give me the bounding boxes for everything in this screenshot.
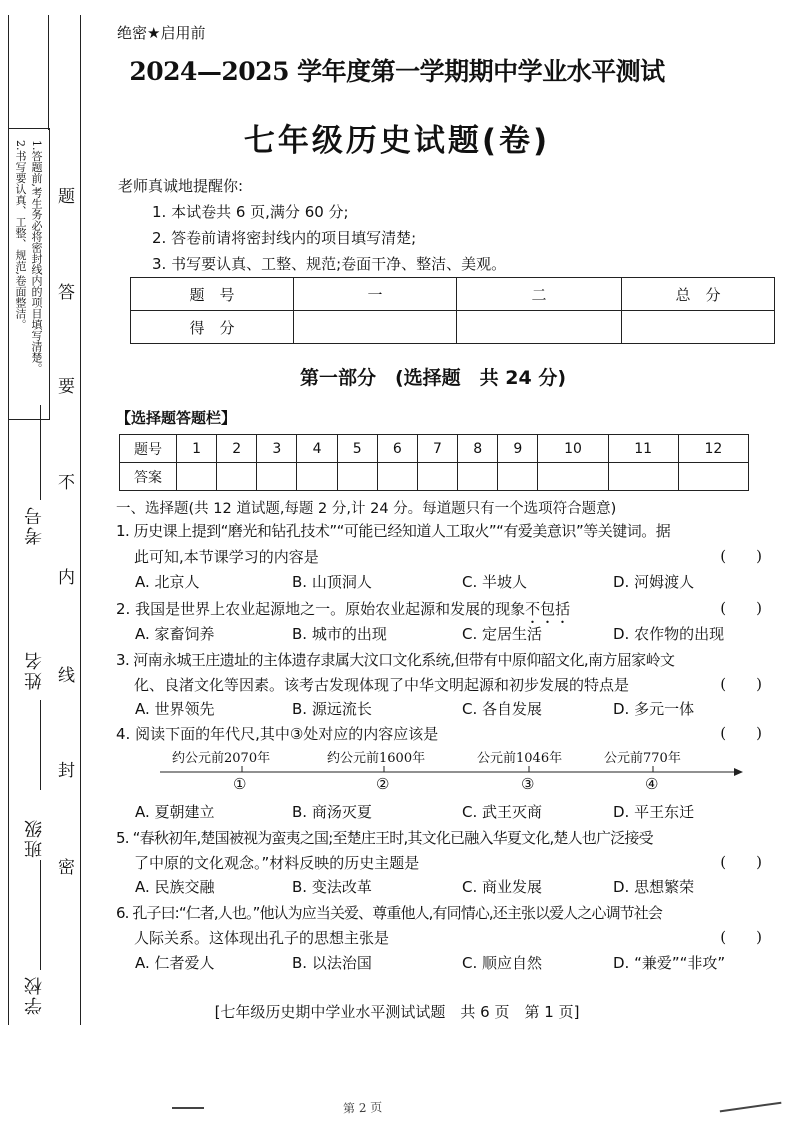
answer-number-11: 11 — [608, 435, 678, 463]
question-5-line2: 了中原的文化观念。”材料反映的历史主题是 — [134, 854, 420, 872]
field-exam-number: 考号 — [24, 505, 45, 545]
question-3-option-a: A. 世界领先 — [135, 700, 215, 718]
question-4-option-d: D. 平王东迁 — [613, 803, 695, 821]
bottom-bleed-page-number: 第 2 页 — [342, 1100, 383, 1116]
field-school: 学校 — [24, 975, 45, 1015]
timeline-label-1: 约公元前2070年 — [172, 751, 271, 766]
answer-cell-4[interactable] — [297, 463, 337, 491]
question-2-option-d: D. 农作物的出现 — [613, 625, 725, 643]
question-1-option-d: D. 河姆渡人 — [613, 573, 695, 591]
answer-cell-8[interactable] — [458, 463, 498, 491]
question-3-line2: 化、良渚文化等因素。该考古发现体现了中华文明起源和初步发展的特点是 — [134, 676, 630, 694]
question-6-line2: 人际关系。这体现出孔子的思想主张是 — [134, 929, 390, 947]
question-6-line1: 6. 孔子曰:“仁者,人也。”他认为应当关爱、尊重他人,有同情心,还主张以爱人之心调节社会 — [116, 904, 662, 922]
reminder-item-2: 2. 答卷前请将密封线内的项目填写清楚; — [152, 229, 417, 247]
seal-char-1: 题 — [58, 187, 75, 207]
answer-number-5: 5 — [337, 435, 377, 463]
answer-cell-2[interactable] — [217, 463, 257, 491]
question-1-answer-paren[interactable]: ( ) — [720, 547, 762, 565]
score-header-total: 总 分 — [622, 278, 775, 311]
timeline-label-3: 公元前1046年 — [477, 751, 563, 766]
reminder-item-1: 1. 本试卷共 6 页,满分 60 分; — [152, 203, 349, 221]
field-class: 班级 — [24, 818, 45, 858]
question-5-option-a: A. 民族交融 — [135, 878, 215, 896]
timeline-mark-3: ③ — [521, 775, 535, 793]
bottom-bleed-stroke-left — [172, 1107, 204, 1109]
secret-label: 绝密★启用前 — [117, 24, 206, 42]
answer-table — [119, 434, 749, 491]
answer-number-1: 1 — [177, 435, 217, 463]
field-exam-number-line — [40, 405, 41, 500]
question-1-line2: 此可知,本节课学习的内容是 — [134, 548, 319, 566]
field-name: 姓名 — [24, 650, 45, 690]
answer-cell-7[interactable] — [417, 463, 457, 491]
margin-border-right — [80, 15, 81, 1025]
answer-cell-1[interactable] — [177, 463, 217, 491]
question-3-line1: 3. 河南永城王庄遗址的主体遗存隶属大汶口文化系统,但带有中原仰韶文化,南方屈家岭文 — [116, 651, 675, 669]
answer-number-7: 7 — [417, 435, 457, 463]
margin-notice-line2: 2.书写要认真、工整、规范,卷面整洁。 — [14, 140, 27, 330]
question-5-answer-paren[interactable]: ( ) — [720, 853, 762, 871]
field-name-line — [40, 700, 41, 790]
question-3-option-d: D. 多元一体 — [613, 700, 695, 718]
question-2-option-c: C. 定居生活 — [462, 625, 543, 643]
question-6-option-d: D. “兼爱”“非攻” — [613, 954, 726, 972]
score-header-number: 题 号 — [131, 278, 294, 311]
timeline-label-4: 公元前770年 — [604, 751, 681, 766]
question-4-option-b: B. 商汤灭夏 — [292, 803, 372, 821]
answer-number-3: 3 — [257, 435, 297, 463]
question-2-option-a: A. 家畜饲养 — [135, 625, 215, 643]
question-6-option-c: C. 顺应自然 — [462, 954, 543, 972]
seal-char-2: 答 — [58, 283, 75, 303]
seal-char-4: 不 — [58, 473, 75, 493]
question-4-line1: 4. 阅读下面的年代尺,其中③处对应的内容应该是 — [116, 725, 439, 743]
seal-char-3: 要 — [58, 377, 75, 397]
answer-number-4: 4 — [297, 435, 337, 463]
field-class-line — [40, 860, 41, 970]
question-4-option-c: C. 武王灭商 — [462, 803, 543, 821]
answer-number-2: 2 — [217, 435, 257, 463]
timeline-arrow — [734, 768, 743, 776]
bottom-bleed-stroke-right — [720, 1102, 783, 1119]
answer-number-8: 8 — [458, 435, 498, 463]
question-5-option-d: D. 思想繁荣 — [613, 878, 695, 896]
seal-char-7: 封 — [58, 761, 75, 781]
question-2-answer-paren[interactable]: ( ) — [720, 599, 762, 617]
answer-cell-3[interactable] — [257, 463, 297, 491]
score-row-label: 得 分 — [131, 311, 294, 344]
answer-number-12: 12 — [678, 435, 748, 463]
answer-cell-10[interactable] — [538, 463, 608, 491]
answer-row-label-number: 题号 — [120, 435, 177, 463]
question-6-option-a: A. 仁者爱人 — [135, 954, 215, 972]
timeline-mark-2: ② — [376, 775, 390, 793]
answer-cell-5[interactable] — [337, 463, 377, 491]
score-table — [130, 277, 775, 344]
question-2-option-b: B. 城市的出现 — [292, 625, 387, 643]
question-4-option-a: A. 夏朝建立 — [135, 803, 215, 821]
score-header-part1: 一 — [294, 278, 457, 311]
question-1-line1: 1. 历史课上提到“磨光和钻孔技术”“可能已经知道人工取火”“有爱美意识”等关键词。据 — [116, 522, 671, 540]
question-1-option-c: C. 半坡人 — [462, 573, 528, 591]
score-header-part2: 二 — [457, 278, 622, 311]
question-1-option-b: B. 山顶洞人 — [292, 573, 372, 591]
answer-table-caption: 【选择题答题栏】 — [116, 409, 237, 427]
seal-char-8: 密 — [58, 858, 75, 878]
answer-cell-11[interactable] — [608, 463, 678, 491]
question-4-answer-paren[interactable]: ( ) — [720, 724, 762, 742]
answer-row-label-answer: 答案 — [120, 463, 177, 491]
answer-cell-6[interactable] — [377, 463, 417, 491]
score-cell-part1[interactable] — [294, 311, 457, 344]
question-3-option-b: B. 源远流长 — [292, 700, 372, 718]
reminder-item-3: 3. 书写要认真、工整、规范;卷面干净、整洁、美观。 — [152, 255, 507, 273]
question-3-option-c: C. 各自发展 — [462, 700, 543, 718]
question-1-option-a: A. 北京人 — [135, 573, 200, 591]
question-5-option-c: C. 商业发展 — [462, 878, 543, 896]
answer-number-10: 10 — [538, 435, 608, 463]
question-3-answer-paren[interactable]: ( ) — [720, 675, 762, 693]
seal-char-5: 内 — [58, 568, 75, 588]
seal-char-6: 线 — [58, 666, 75, 686]
section-intro: 一、选择题(共 12 道试题,每题 2 分,计 24 分。每道题只有一个选项符合题意) — [116, 501, 617, 517]
score-cell-part2[interactable] — [457, 311, 622, 344]
page-footer: [七年级历史期中学业水平测试试题 共 6 页 第 1 页] — [214, 1003, 580, 1021]
margin-notice-line1: 1.答题前,考生务必将密封线内的项目填写清楚。 — [30, 140, 43, 374]
answer-number-6: 6 — [377, 435, 417, 463]
reminder-heading: 老师真诚地提醒你: — [118, 177, 244, 195]
question-5-option-b: B. 变法改革 — [292, 878, 372, 896]
exam-title: 2024—2025 学年度第一学期期中学业水平测试 — [129, 57, 665, 86]
score-cell-total[interactable] — [622, 311, 775, 344]
answer-cell-12[interactable] — [678, 463, 748, 491]
question-5-line1: 5. “春秋初年,楚国被视为蛮夷之国;至楚庄王时,其文化已融入华夏文化,楚人也广泛接受 — [116, 829, 653, 847]
timeline-mark-4: ④ — [645, 775, 659, 793]
question-2-text: 2. 我国是世界上农业起源地之一。原始农业起源和发展的现象 — [116, 600, 526, 618]
part-title: 第一部分 (选择题 共 24 分) — [300, 367, 567, 389]
question-2-emphasis: 不包括 — [525, 600, 571, 618]
answer-cell-9[interactable] — [498, 463, 538, 491]
exam-subtitle: 七年级历史试题(卷) — [243, 123, 551, 159]
answer-number-9: 9 — [498, 435, 538, 463]
timeline-label-2: 约公元前1600年 — [327, 751, 426, 766]
question-6-answer-paren[interactable]: ( ) — [720, 928, 762, 946]
question-6-option-b: B. 以法治国 — [292, 954, 372, 972]
timeline-mark-1: ① — [233, 775, 247, 793]
